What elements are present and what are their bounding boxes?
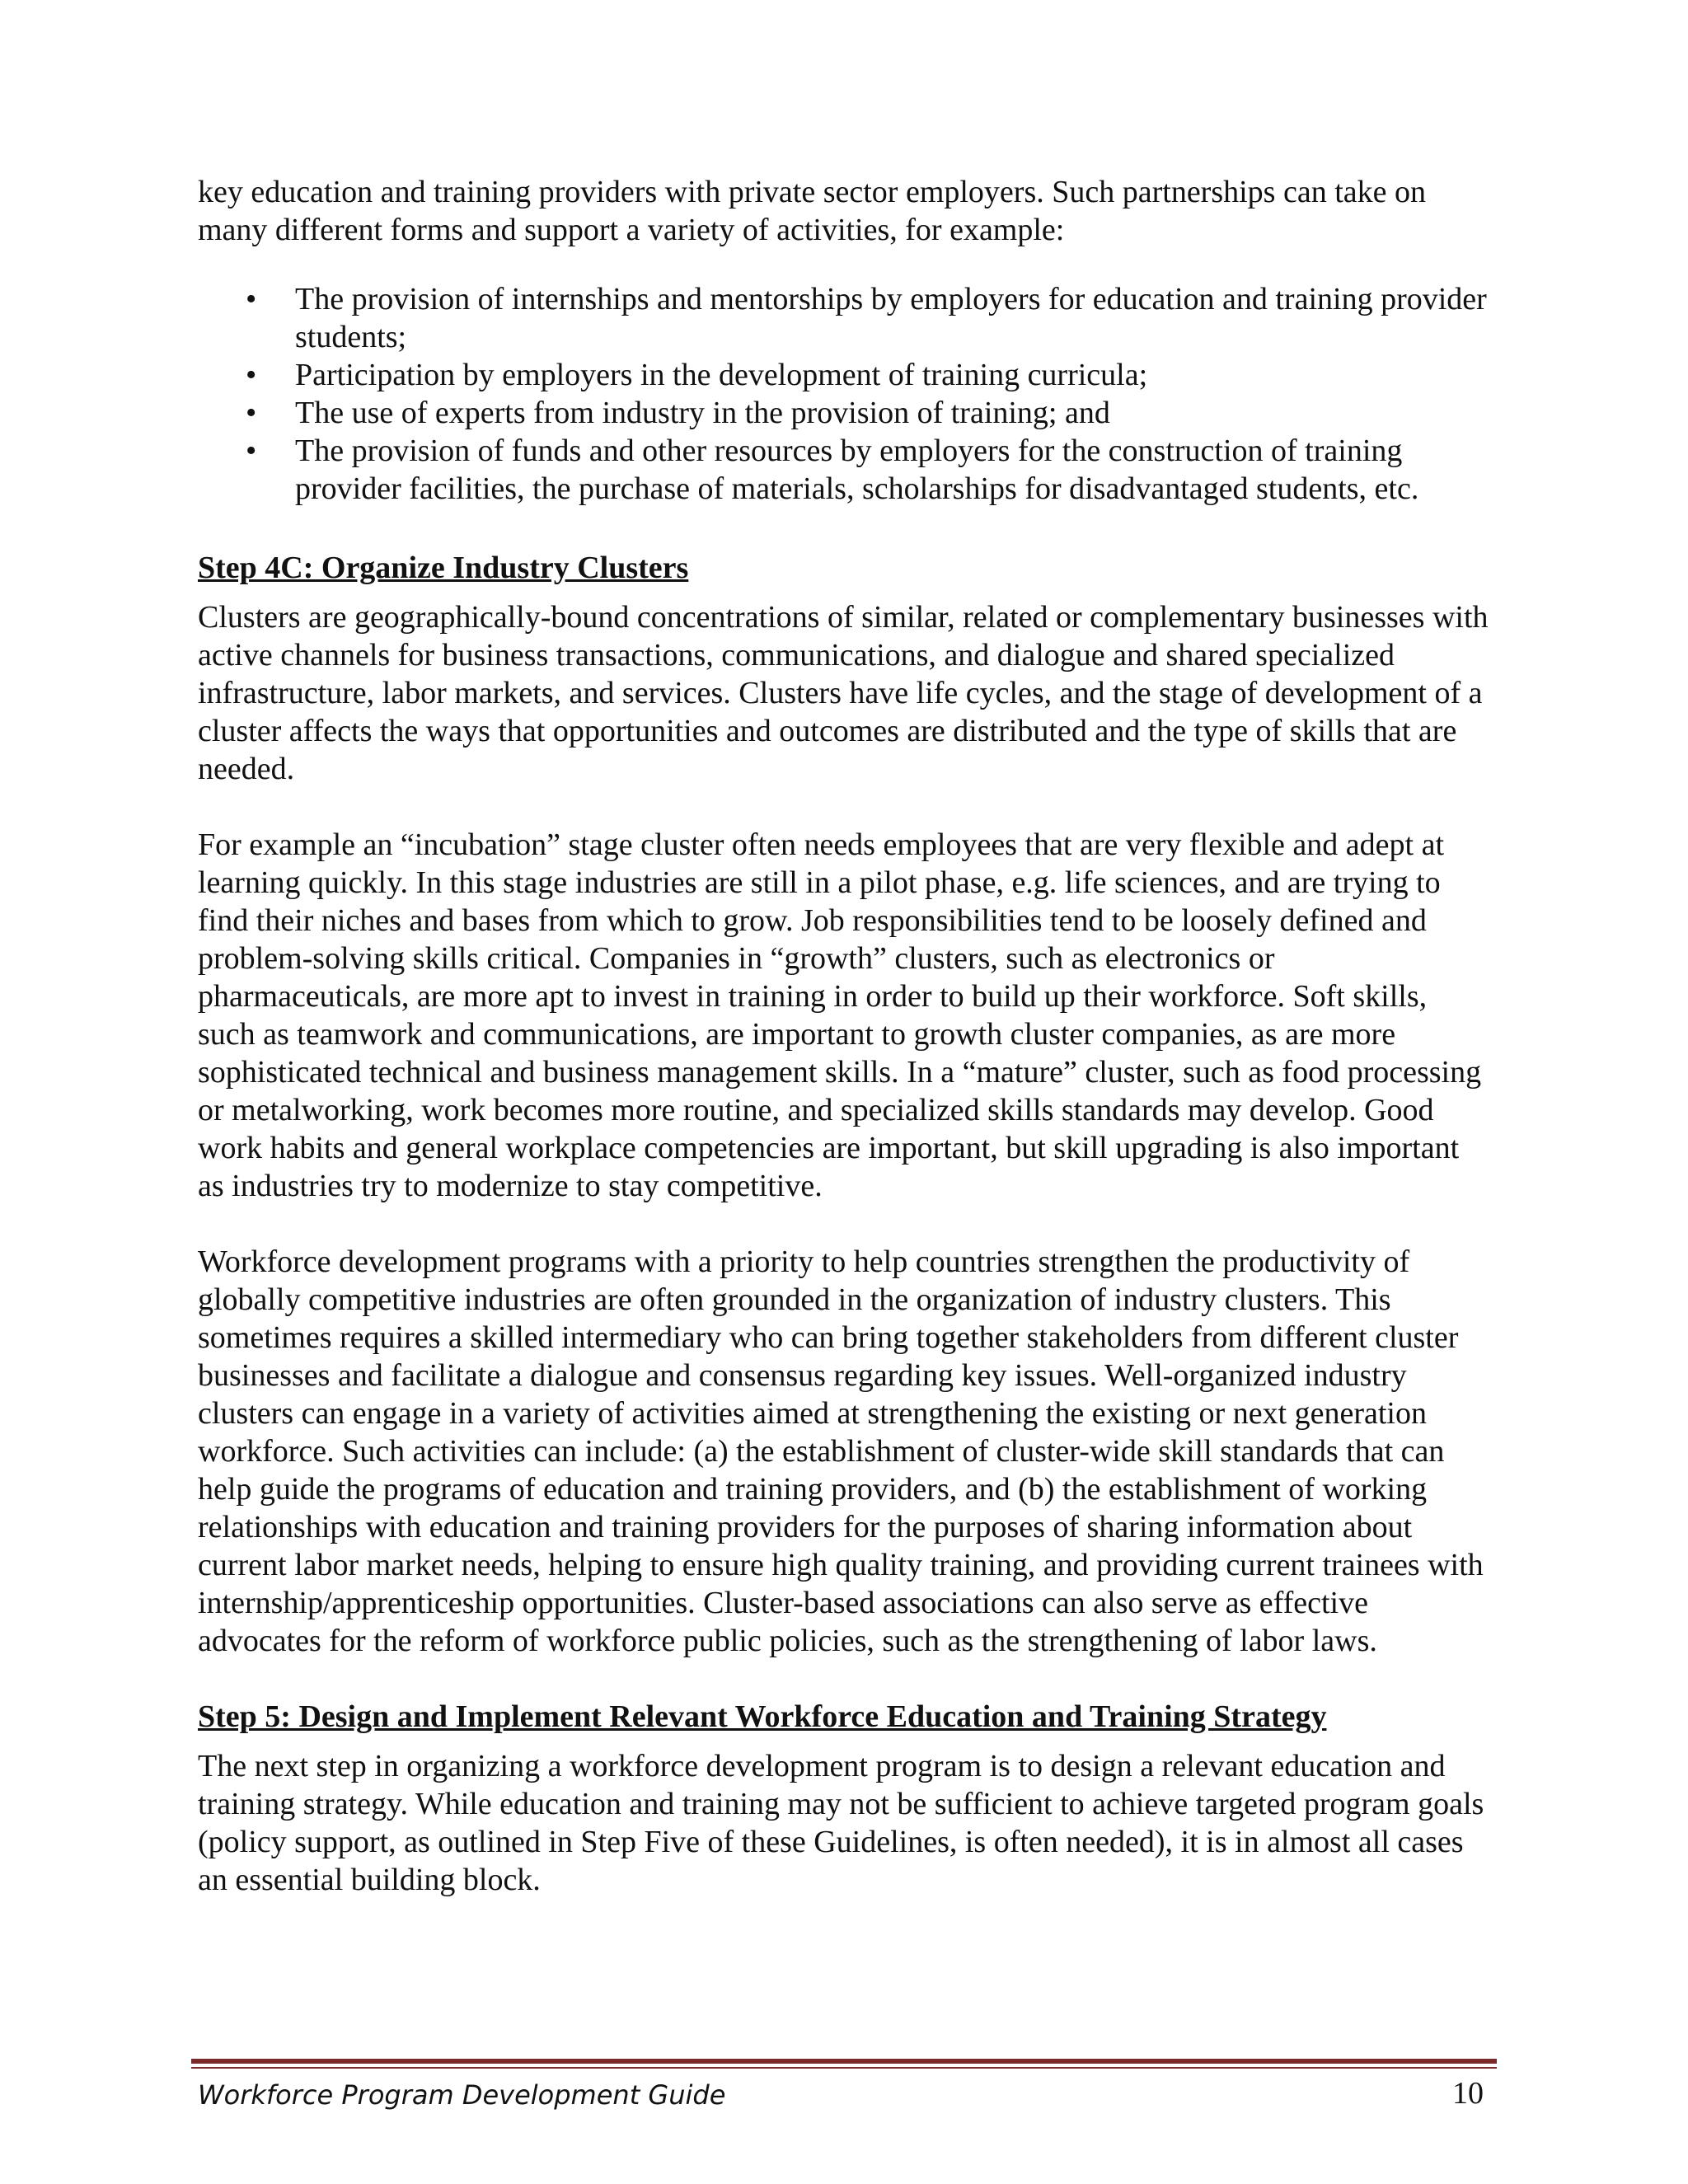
section-heading-step-5: Step 5: Design and Implement Relevant Workforce Education and Training Strategy [198, 1699, 1327, 1734]
bullet-icon: • [246, 282, 257, 316]
bullet-icon: • [246, 358, 257, 392]
list-item [198, 432, 1492, 508]
paragraph-cluster-stages: For example an “incubation” stage cluster often needs employees that are very flexible and adept at learning quickly. In this stage industries are still in a pilot phase, e.g. life sciences, and are trying to find their niches and bases from which to grow. Job responsibilities tend to be loosely defined and problem-solving skills critical. Companies in “growth” clusters, such as electronics or pharmaceuticals, are more apt to invest in training in order to build up their workforce. Soft skills, such as teamwork and communications, are important to growth cluster companies, as are more sophisticated technical and business management skills. In a “mature” cluster, such as food processing or metalworking, work becomes more routine, and specialized skills standards may develop. Good work habits and general workplace competencies are important, but skill upgrading is also important as industries try to modernize to stay competitive. [198, 827, 1482, 1203]
footer-title: Workforce Program Development Guide [198, 2079, 726, 2111]
bullet-list [198, 280, 1492, 508]
list-item-text: The use of experts from industry in the provision of training; and [295, 396, 1110, 430]
list-item-text: The provision of internships and mentorships by employers for education and training provider students; [295, 282, 1487, 354]
list-item [198, 280, 1492, 356]
paragraph-next-step: The next step in organizing a workforce development program is to design a relevant education and training strategy. While education and training may not be sufficient to achieve targeted program goals (policy support, as outlined in Step Five of these Guidelines, is often needed), it is in almost all cases an essential building block. [198, 1749, 1484, 1897]
paragraph-clusters-definition: Clusters are geographically-bound concentrations of similar, related or complementary businesses with active channels for business transactions, communications, and dialogue and shared specialized infrastructure, labor markets, and services. Clusters have life cycles, and the stage of development of a cluster affects the ways that opportunities and outcomes are distributed and the type of skills that are needed. [198, 600, 1489, 786]
bullet-icon: • [246, 396, 257, 430]
page-number: 10 [1452, 2076, 1484, 2111]
list-item [198, 356, 1492, 394]
section-heading-step-4c: Step 4C: Organize Industry Clusters [198, 551, 689, 585]
footer-rule [191, 2059, 1497, 2064]
page-body [198, 173, 1492, 1899]
list-item-text: The provision of funds and other resources by employers for the construction of training provider facilities, the purchase of materials, scholarships for disadvantaged students, etc. [295, 434, 1419, 506]
paragraph-workforce-programs: Workforce development programs with a priority to help countries strengthen the productivity of globally competitive industries are often grounded in the organization of industry clusters. This sometimes requires a skilled intermediary who can bring together stakeholders from different cluster businesses and facilitate a dialogue and consensus regarding key issues. Well-organized industry clusters can engage in a variety of activities aimed at strengthening the existing or next generation workforce. Such activities can include: (a) the establishment of cluster-wide skill standards that can help guide the programs of education and training providers, and (b) the establishment of working relationships with education and training providers for the purposes of sharing information about current labor market needs, helping to ensure high quality training, and providing current trainees with internship/apprenticeship opportunities. Cluster-based associations can also serve as effective advocates for the reform of workforce public policies, such as the strengthening of labor laws. [198, 1244, 1484, 1658]
list-item [198, 394, 1492, 432]
intro-paragraph: key education and training providers with private sector employers. Such partnerships can take on many different forms and support a variety of activities, for example: [198, 175, 1426, 247]
bullet-icon: • [246, 434, 257, 468]
list-item-text: Participation by employers in the development of training curricula; [295, 358, 1148, 392]
footer-rule-thin [191, 2067, 1497, 2069]
